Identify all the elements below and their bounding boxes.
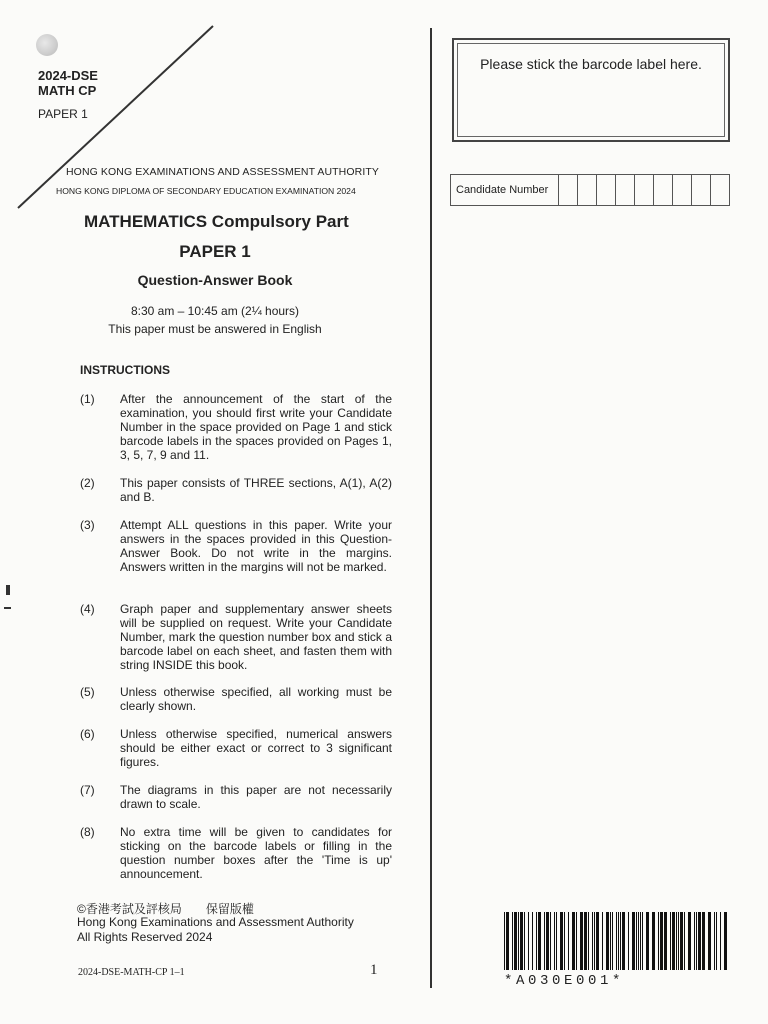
barcode-bar (520, 912, 523, 970)
barcode-label-box (452, 38, 730, 142)
barcode-label-text: Please stick the barcode label here. (480, 56, 702, 72)
candidate-number-box (450, 174, 730, 206)
barcode-bar (714, 912, 715, 970)
barcode-bar (664, 912, 667, 970)
candidate-digit-cell[interactable] (673, 175, 692, 205)
instruction-text: Attempt ALL questions in this paper. Write your answers in the spaces provided in this Question-Answer Book. Do not write in the margins. Answers written in the margins will not be marked. (120, 518, 392, 574)
barcode-bar (724, 912, 727, 970)
diagonal-line (0, 0, 230, 215)
instruction-text: The diagrams in this paper are not necessarily drawn to scale. (120, 783, 392, 811)
barcode-text: *A030E001* (504, 973, 625, 989)
barcode-bar (696, 912, 697, 970)
barcode-bar (716, 912, 717, 970)
instruction-number: (3) (80, 518, 95, 532)
barcode-bar (638, 912, 639, 970)
instruction-number: (1) (80, 392, 95, 406)
barcode-bar (572, 912, 575, 970)
barcode-bar (560, 912, 563, 970)
barcode-bar (676, 912, 677, 970)
candidate-digit-cell[interactable] (559, 175, 578, 205)
barcode-image (504, 912, 730, 970)
barcode-bar (518, 912, 519, 970)
paper-title: PAPER 1 (179, 242, 251, 261)
barcode-bar (640, 912, 641, 970)
barcode-bar (546, 912, 549, 970)
paper-code-year: 2024-DSE (38, 68, 98, 83)
subject-title: MATHEMATICS Compulsory Part (84, 212, 349, 231)
barcode-bar (612, 912, 613, 970)
barcode-bar (592, 912, 593, 970)
exam-time: 8:30 am – 10:45 am (2¼ hours) (130, 304, 300, 318)
margin-divider (430, 28, 432, 988)
barcode-bar (606, 912, 609, 970)
barcode-bar (658, 912, 659, 970)
candidate-digit-cell[interactable] (597, 175, 616, 205)
barcode-bar (514, 912, 517, 970)
paper-code-subject: MATH CP (38, 83, 97, 98)
barcode-bar (512, 912, 513, 970)
instruction-text: Unless otherwise specified, all working must be clearly shown. (120, 685, 392, 713)
barcode-bar (708, 912, 711, 970)
barcode-bar (588, 912, 589, 970)
candidate-digit-cell[interactable] (654, 175, 673, 205)
language-note: This paper must be answered in English (108, 322, 322, 336)
instruction-number: (2) (80, 476, 95, 490)
paper-code (38, 68, 98, 98)
book-title: Question-Answer Book (137, 272, 293, 288)
barcode-bar (524, 912, 525, 970)
barcode-bar (504, 912, 505, 970)
instruction-number: (7) (80, 783, 95, 797)
barcode-bar (684, 912, 685, 970)
instruction-number: (6) (80, 727, 95, 741)
barcode-bar (670, 912, 671, 970)
exam-name: HONG KONG DIPLOMA OF SECONDARY EDUCATION EXAMINATION 2024 (56, 186, 356, 196)
candidate-number-label: Candidate Number (451, 175, 559, 205)
margin-mark (4, 607, 11, 609)
barcode-bar (678, 912, 679, 970)
barcode-bar (698, 912, 701, 970)
barcode-bar (580, 912, 583, 970)
barcode-bar (622, 912, 625, 970)
candidate-digit-cell[interactable] (635, 175, 654, 205)
instructions-heading: INSTRUCTIONS (80, 363, 170, 377)
instruction-number: (4) (80, 602, 95, 616)
barcode-bar (628, 912, 629, 970)
instruction-text: After the announcement of the start of the examination, you should first write your Candidate Number in the space provided on Page 1 and stick barcode labels in the spaces provided on Pages 1, 3, 5, 7, 9 and 11. (120, 392, 392, 462)
barcode-bar (564, 912, 565, 970)
candidate-digit-cell[interactable] (578, 175, 597, 205)
instruction-text: Graph paper and supplementary answer sheets will be supplied on request. Write your Candidate Number, mark the question number box and stick a barcode label on each sheet, and fasten them with string INSIDE this book. (120, 602, 392, 672)
barcode-bar (688, 912, 691, 970)
barcode-bar (618, 912, 619, 970)
page-number: 1 (370, 962, 378, 978)
instruction-number: (8) (80, 825, 95, 839)
barcode-bar (632, 912, 635, 970)
barcode-bar (680, 912, 683, 970)
instruction-text: No extra time will be given to candidates for sticking on the barcode labels or filling in the question number boxes after the 'Time is up' announcement. (120, 825, 392, 881)
barcode-bar (594, 912, 595, 970)
margin-mark (6, 585, 10, 595)
barcode-bar (620, 912, 621, 970)
rights-reserved: All Rights Reserved 2024 (77, 930, 213, 944)
barcode-bar (532, 912, 533, 970)
instruction-number: (5) (80, 685, 95, 699)
candidate-digit-cell[interactable] (711, 175, 729, 205)
barcode-bar (554, 912, 555, 970)
barcode-bar (538, 912, 541, 970)
instruction-text: This paper consists of THREE sections, A(1), A(2) and B. (120, 476, 392, 504)
barcode-bar (702, 912, 705, 970)
barcode-bar (720, 912, 721, 970)
barcode-bar (528, 912, 529, 970)
candidate-digit-cell[interactable] (692, 175, 711, 205)
barcode-bar (672, 912, 675, 970)
barcode-bar (584, 912, 587, 970)
copyright-english: Hong Kong Examinations and Assessment Authority (77, 915, 354, 929)
barcode-bar (636, 912, 637, 970)
barcode-bar (694, 912, 695, 970)
barcode-bar (506, 912, 509, 970)
barcode-bar (596, 912, 599, 970)
barcode-bar (602, 912, 603, 970)
barcode-bar (550, 912, 551, 970)
authority-name: HONG KONG EXAMINATIONS AND ASSESSMENT AUTHORITY (66, 166, 379, 178)
paper-code-number: PAPER 1 (38, 107, 88, 121)
barcode-bar (568, 912, 569, 970)
barcode-bar (576, 912, 577, 970)
instruction-text: Unless otherwise specified, numerical answers should be either exact or correct to 3 significant figures. (120, 727, 392, 769)
barcode-bar (646, 912, 649, 970)
barcode-bar (660, 912, 663, 970)
barcode-bar (536, 912, 537, 970)
barcode-bar (642, 912, 643, 970)
copyright-chinese: ©香港考試及評核局 保留版權 (77, 902, 254, 916)
candidate-digit-cell[interactable] (616, 175, 635, 205)
barcode-bar (544, 912, 545, 970)
barcode-bar (652, 912, 655, 970)
page-code: 2024-DSE-MATH-CP 1–1 (78, 967, 185, 978)
barcode-bar (616, 912, 617, 970)
barcode-bar (610, 912, 611, 970)
barcode-bar (556, 912, 557, 970)
